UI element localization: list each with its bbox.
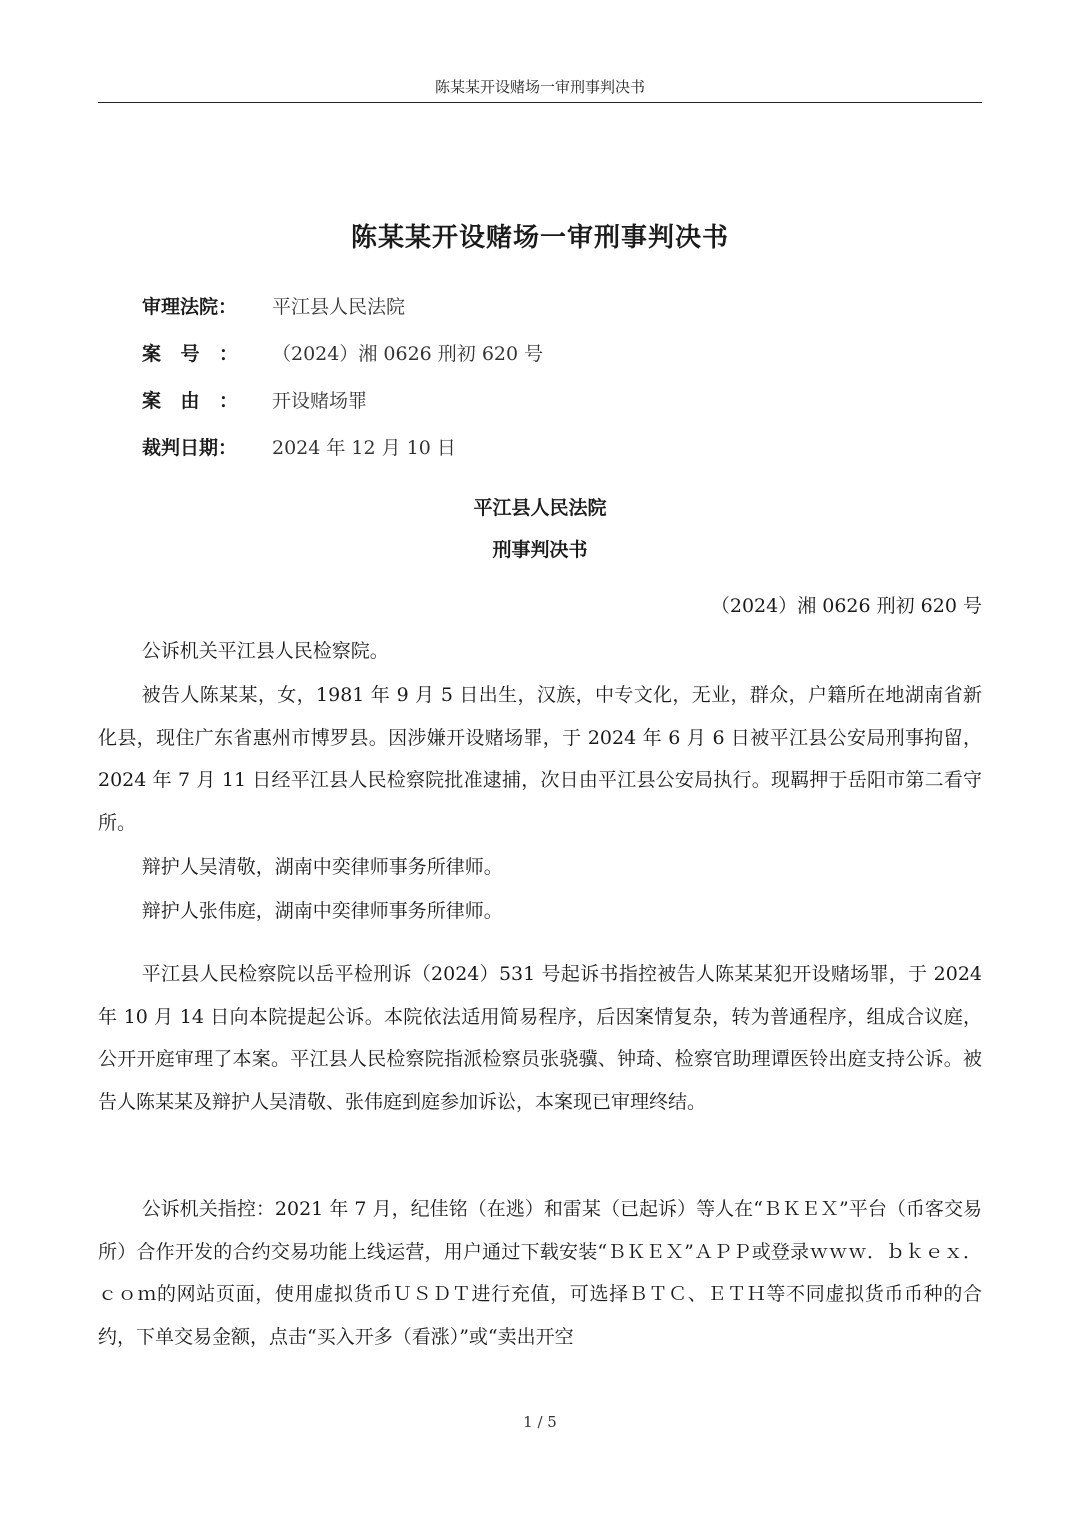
case-number-line: （2024）湘 0626 刑初 620 号 xyxy=(710,595,982,617)
defender-2-paragraph: 辩护人张伟庭，湖南中奕律师事务所律师。 xyxy=(141,900,503,922)
document-title: 陈某某开设赌场一审刑事判决书 xyxy=(350,223,729,253)
charges-paragraph: 公诉机关指控：2021 年 7 月，纪佳铭（在逃）和雷某（已起诉）等人在“ＢＫＥＸ”平台（币客交易所）合作开发的合约交易功能上线运营，用户通过下载安装“ＢＫＥＸ”ＡＰＰ或登录ｗｗｗ．ｂｋｅｘ．ｃｏｍ的网站页面，使用虚拟货币ＵＳＤＴ进行充值，可选择ＢＴＣ、ＥＴＨ等不同虚拟货币币种的合约，下单交易金额，点击“买入开多（看涨）”或“卖出开空 xyxy=(98,1198,982,1348)
meta-row-court xyxy=(142,284,982,331)
case-number-value: （2024）湘 0626 刑初 620 号 xyxy=(272,343,544,365)
court-name-heading: 平江县人民法院 xyxy=(473,497,607,519)
meta-row-cause xyxy=(142,378,982,425)
defendant-paragraph: 被告人陈某某，女，1981 年 9 月 5 日出生，汉族，中专文化，无业，群众，户籍所在地湖南省新化县，现住广东省惠州市博罗县。因涉嫌开设赌场罪，于 2024 年 6 月 6 日被平江县公安局刑事拘留，2024 年 7 月 11 日经平江县人民检察院批准逮捕，次日由平江县公安局执行。现羁押于岳阳市第二看守所。 xyxy=(98,684,982,834)
case-number-label xyxy=(142,331,272,378)
document-type-heading: 刑事判决书 xyxy=(492,539,588,561)
cause-label xyxy=(142,378,272,425)
court-label: 审理法院： xyxy=(142,296,238,318)
date-label: 裁判日期： xyxy=(142,437,238,459)
case-number-label-text: 案号： xyxy=(142,343,238,365)
procedure-paragraph: 平江县人民检察院以岳平检刑诉（2024）531 号起诉书指控被告人陈某某犯开设赌场罪，于 2024 年 10 月 14 日向本院提起公诉。本院依法适用简易程序，后因案情复杂，转为普通程序，组成合议庭，公开开庭审理了本案。平江县人民检察院指派检察员张骁骥、钟琦、检察官助理谭医铃出庭支持公诉。被告人陈某某及辩护人吴清敬、张伟庭到庭参加诉讼，本案现已审理终结。 xyxy=(98,963,982,1113)
running-header: 陈某某开设赌场一审刑事判决书 xyxy=(98,76,982,103)
court-value: 平江县人民法院 xyxy=(272,296,406,318)
prosecutor-paragraph: 公诉机关平江县人民检察院。 xyxy=(141,640,389,662)
cause-value: 开设赌场罪 xyxy=(272,390,368,412)
date-value: 2024 年 12 月 10 日 xyxy=(272,437,456,459)
meta-row-case-number xyxy=(142,331,982,378)
cause-label-text: 案由： xyxy=(142,390,238,412)
case-metadata xyxy=(142,284,982,472)
defender-1-paragraph: 辩护人吴清敬，湖南中奕律师事务所律师。 xyxy=(141,856,503,878)
page-indicator: 1 / 5 xyxy=(523,1413,557,1431)
meta-row-date xyxy=(142,425,982,472)
